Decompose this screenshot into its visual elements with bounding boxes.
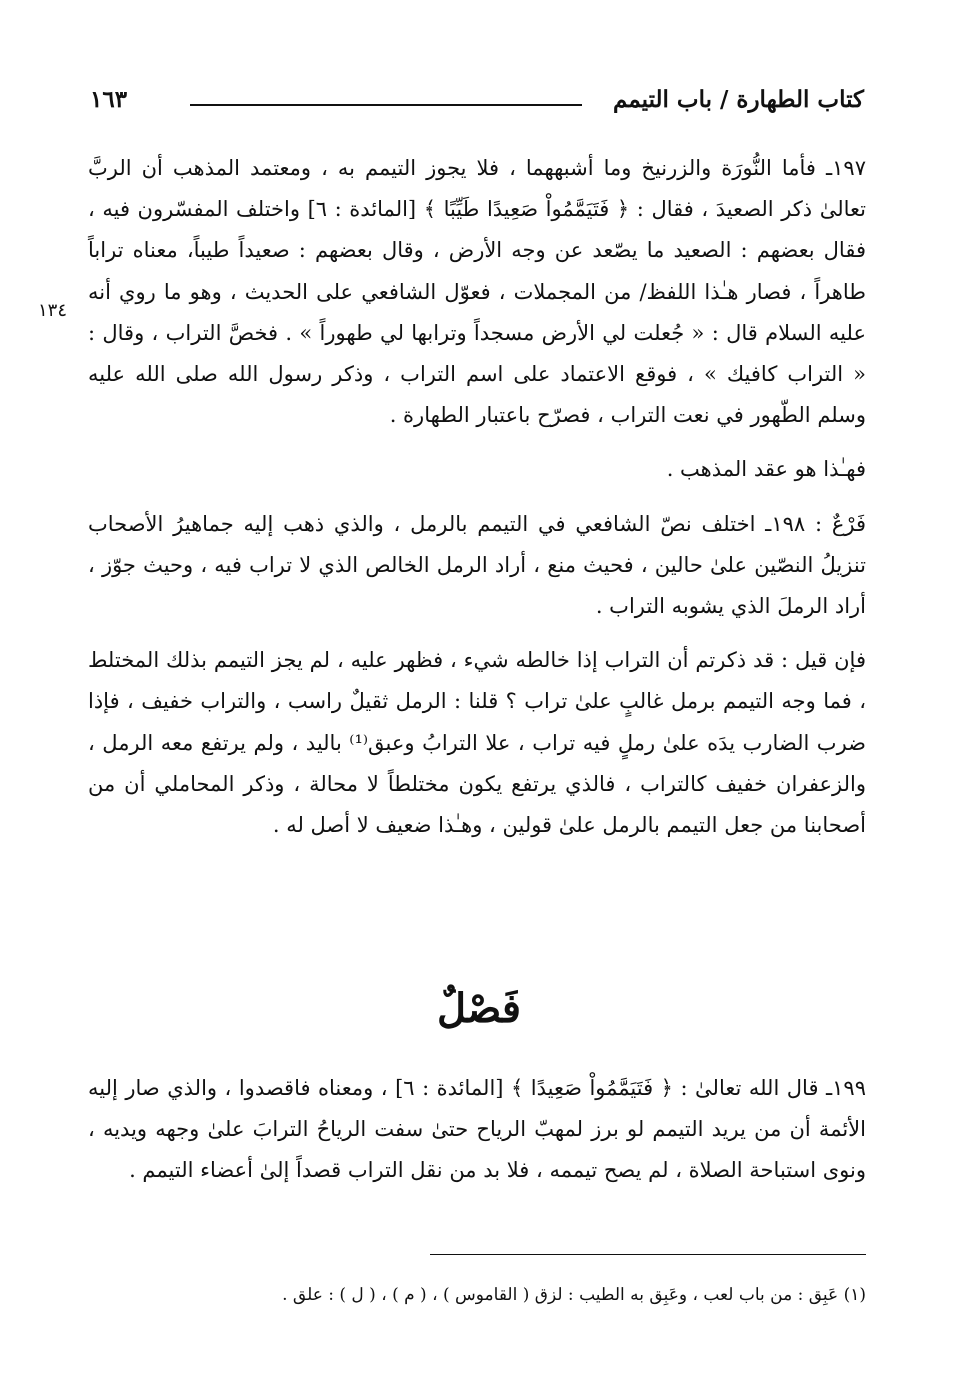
paragraph-objection: فإن قيل : قد ذكرتم أن التراب إذا خالطه شيء ، فظهر عليه ، لم يجز التيمم بذلك المختلط ، فما وجه التيمم برمل غالبٍ علىٰ تراب ؟ قلنا : الرمل ثقيلٌ راسب ، والتراب خفيف ، فإذا ضرب الضارب يدَه علىٰ رملٍ فيه تراب ، علا الترابُ وعبق⁽¹⁾ باليد ، ولم يرتفع معه الرمل ، والزعفران خفيف كالتراب ، فالذي يرتفع يكون مختلطاً لا محالة ، وذكر المحاملي أن من أصحابنا من جعل التيمم بالرمل علىٰ قولين ، وهـٰذا ضعيف لا أصل له . (88, 648, 866, 838)
paragraph-197: ١٩٧ـ فأما النُّورَة والزرنيخ وما أشبههما ، فلا يجوز التيمم به ، ومعتمد المذهب أن الربَّ تعالىٰ ذكر الصعيدَ ، فقال : ﴿ فَتَيَمَّمُواْ صَعِيدًا طَيِّبًا ﴾ [المائدة : ٦] واختلف المفسّرون فيه ، فقال بعضهم : الصعيد ما يصّعد عن وجه الأرض ، وقال بعضهم : صعيداً طيباً، معناه تراباً طاهراً ، فصار هـٰذا اللفظ/ من المجملات ، فعوّل الشافعي على الحديث ، وهو ما روي أنه عليه السلام قال : « جُعلت لي الأرض مسجداً وترابها لي طهوراً » . فخصَّ التراب ، وقال : « التراب كافيك » ، فوقع الاعتماد على اسم التراب ، وذكر رسول الله صلى الله عليه وسلم الطّهور في نعت التراب ، فصرّح باعتبار الطهارة . (88, 156, 866, 428)
margin-page-reference: ١٣٤ (38, 300, 68, 321)
section-heading: فَصْلٌ (436, 985, 522, 1032)
header-rule (190, 104, 582, 106)
page-number: ١٦٣ (90, 86, 128, 113)
running-header (90, 82, 864, 122)
chapter-title: كتاب الطهارة / باب التيمم (613, 86, 864, 113)
footnote-rule (430, 1254, 866, 1255)
footnote: (١) عَبِق : من باب لعب ، وعَبِق به الطيب : لزق ( القاموس ) ، ( م ) ، ( ل ) : علق . (282, 1285, 866, 1305)
main-text-block (88, 148, 866, 846)
paragraph-198: فَرْعٌ : ١٩٨ـ اختلف نصّ الشافعي في التيمم بالرمل ، والذي ذهب إليه جماهيرُ الأصحاب تنزيلُ النصّين علىٰ حالين ، فحيث منع ، أراد الرمل الخالص الذي لا تراب فيه ، وحيث جوّز ، أراد الرملَ الذي يشوبه التراب . (88, 511, 866, 619)
paragraph-conclusion: فهـٰذا هو عقد المذهب . (666, 457, 866, 482)
paragraph-199: ١٩٩ـ قال الله تعالىٰ : ﴿ فَتَيَمَّمُواْ صَعِيدًا ﴾ [المائدة : ٦] ، ومعناه فاقصدوا ، والذي صار إليه الأئمة أن من يريد التيمم لو برز لمهبّ الرياح حتىٰ سفت الرياحُ الترابَ علىٰ وجهه ويديه ، ونوى استباحة الصلاة ، لم يصح تيممه ، فلا بد من نقل التراب قصداً إلىٰ أعضاء التيمم . (88, 1076, 866, 1183)
section-text-block (88, 1068, 866, 1192)
